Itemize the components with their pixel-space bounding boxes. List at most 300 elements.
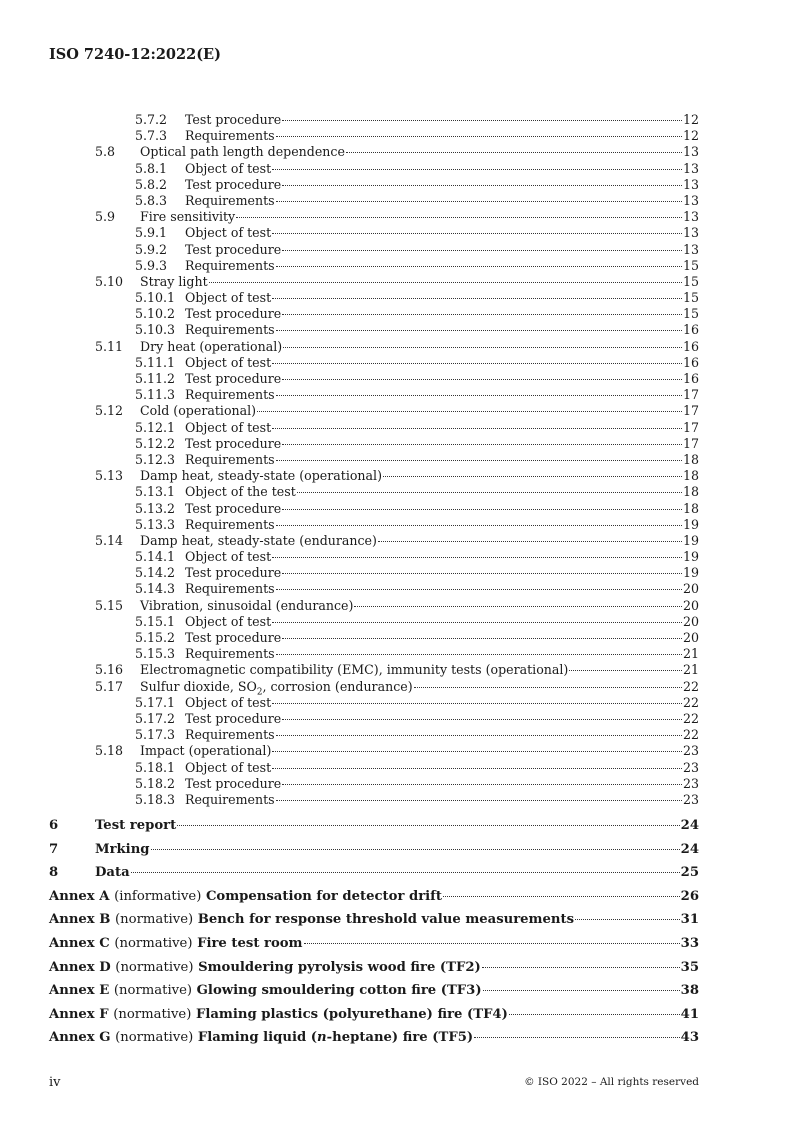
- toc-number: 5.9.1: [135, 225, 168, 241]
- leader-dots: [282, 250, 682, 251]
- toc-entry[interactable]: [49, 695, 699, 711]
- toc-number: 5.11.2: [135, 371, 176, 386]
- toc-title-text: Requirements: [185, 128, 275, 144]
- annex-type: (normative): [115, 959, 194, 975]
- leader-dots: [282, 314, 682, 315]
- toc-entry[interactable]: [49, 760, 699, 776]
- toc-title-text: Test procedure: [185, 565, 282, 581]
- toc-annex-heading: [49, 1026, 473, 1050]
- toc-title: [185, 695, 271, 711]
- toc-entry[interactable]: [49, 484, 699, 500]
- toc-number: 5.17.2: [135, 710, 176, 726]
- toc-page: 13: [682, 192, 699, 208]
- toc-number: 5.14.1: [135, 549, 176, 565]
- toc-page: 24: [680, 841, 699, 857]
- toc-title: Test report: [95, 818, 177, 834]
- annex-name: Annex C: [49, 936, 110, 952]
- toc-page: 16: [682, 338, 699, 354]
- toc-entry[interactable]: [49, 452, 699, 468]
- toc-page: 17: [682, 403, 699, 419]
- toc-title: [185, 501, 281, 517]
- toc-title: [185, 792, 275, 808]
- toc-entry[interactable]: [49, 112, 699, 128]
- toc-title: Mrking: [95, 841, 150, 857]
- toc-annex-heading: [49, 908, 574, 932]
- toc-title-text: Damp heat, steady-state (operational): [140, 468, 382, 484]
- toc-number: 5.13.1: [135, 484, 176, 500]
- toc-title-text: Requirements: [185, 646, 275, 662]
- toc-number: 5.13.2: [135, 500, 176, 516]
- toc-title-text: Optical path length dependence: [140, 144, 345, 160]
- toc-number: 8: [49, 865, 59, 881]
- toc-page: 24: [680, 818, 699, 834]
- toc-title-text: Requirements: [185, 727, 275, 743]
- leader-dots: [276, 654, 682, 655]
- toc-number: 5.11.1: [135, 354, 176, 370]
- toc-entry[interactable]: [49, 501, 699, 517]
- toc-page: 22: [682, 678, 699, 694]
- toc-title-text: Requirements: [185, 257, 275, 273]
- toc-number: 5.16: [95, 662, 124, 678]
- toc-entry[interactable]: [49, 242, 699, 258]
- toc-number: 5.15.3: [135, 646, 176, 662]
- toc-title: [185, 565, 281, 581]
- toc-entry[interactable]: [49, 743, 699, 759]
- toc-page: 18: [682, 468, 699, 484]
- toc-entry[interactable]: [49, 678, 699, 698]
- toc-title-text: Requirements: [185, 516, 275, 532]
- toc-entry[interactable]: [49, 549, 699, 565]
- toc-number: 5.10: [95, 273, 124, 289]
- toc-page: 13: [682, 209, 699, 225]
- toc-page: 16: [682, 322, 699, 338]
- leader-dots: [483, 990, 680, 991]
- toc-number: 5.12.1: [135, 419, 176, 435]
- toc-number: 5.15.1: [135, 613, 176, 629]
- leader-dots: [272, 768, 682, 769]
- toc-title-text: Object of test: [185, 290, 272, 306]
- leader-dots: [276, 395, 682, 396]
- leader-dots: [276, 735, 682, 736]
- toc-page: 15: [682, 273, 699, 289]
- table-of-contents: [49, 112, 699, 1050]
- toc-number: 5.8: [95, 144, 116, 160]
- toc-page: 18: [682, 484, 699, 500]
- toc-title: [140, 339, 282, 355]
- annex-type: (normative): [115, 1030, 194, 1046]
- toc-annex-entry[interactable]: [49, 1003, 699, 1027]
- toc-annex-heading: [49, 1003, 508, 1027]
- toc-entry[interactable]: [49, 436, 699, 452]
- toc-title-text: Dry heat (operational): [140, 338, 283, 354]
- toc-title-text: Test procedure: [185, 112, 282, 127]
- toc-title-text: Fire sensitivity: [140, 209, 236, 225]
- toc-title-text: Object of the test: [185, 484, 296, 500]
- toc-title-text: Test procedure: [185, 710, 282, 726]
- toc-title-text-after: , corrosion (endurance): [262, 678, 413, 694]
- toc-page: 15: [682, 306, 699, 322]
- toc-annex-heading: [49, 932, 303, 956]
- toc-title-text: Object of test: [185, 549, 272, 565]
- toc-title: [185, 630, 281, 646]
- toc-entry[interactable]: [49, 322, 699, 338]
- toc-page: 16: [682, 354, 699, 370]
- toc-annex-entry[interactable]: [49, 1026, 699, 1050]
- toc-title: [140, 144, 345, 160]
- toc-title-text: Damp heat, steady-state (endurance): [140, 532, 377, 548]
- toc-title: [185, 646, 275, 662]
- toc-page: 15: [682, 257, 699, 273]
- toc-title-text: Test procedure: [185, 500, 282, 516]
- toc-page: 18: [682, 500, 699, 516]
- leader-dots: [272, 622, 682, 623]
- toc-title: Data: [95, 865, 130, 881]
- leader-dots: [151, 849, 680, 850]
- toc-page: 12: [682, 128, 699, 144]
- toc-entry[interactable]: [49, 128, 699, 144]
- annex-title: Smouldering pyrolysis wood fire (TF2): [198, 959, 481, 975]
- toc-title: [185, 614, 271, 630]
- leader-dots: [236, 217, 682, 218]
- toc-annex-entry[interactable]: [49, 956, 699, 980]
- leader-dots: [474, 1037, 680, 1038]
- leader-dots: [378, 541, 682, 542]
- toc-entry[interactable]: [49, 727, 699, 743]
- toc-title: [185, 517, 275, 533]
- toc-number: 5.7.3: [135, 128, 168, 144]
- toc-entry[interactable]: [49, 630, 699, 646]
- toc-page: 13: [682, 241, 699, 257]
- toc-title: [140, 209, 235, 225]
- toc-page: 21: [682, 646, 699, 662]
- toc-title: [140, 274, 208, 290]
- toc-title: [185, 436, 281, 452]
- leader-dots: [131, 872, 680, 873]
- toc-title: [185, 128, 275, 144]
- leader-dots: [276, 330, 682, 331]
- toc-title: [140, 598, 353, 614]
- leader-dots: [276, 266, 682, 267]
- toc-title-text: Object of test: [185, 160, 272, 176]
- annex-type: (informative): [114, 888, 202, 904]
- toc-title: [185, 711, 281, 727]
- toc-title-text: Requirements: [185, 791, 275, 807]
- toc-number: 5.10.1: [135, 290, 176, 306]
- leader-dots: [276, 460, 682, 461]
- toc-title: [185, 322, 275, 338]
- toc-entry[interactable]: [49, 387, 699, 403]
- toc-entry[interactable]: [49, 209, 699, 225]
- leader-dots: [177, 825, 679, 826]
- toc-entry[interactable]: [49, 290, 699, 306]
- toc-number: 5.12.3: [135, 451, 176, 467]
- toc-page: 23: [682, 791, 699, 807]
- toc-page: 16: [682, 371, 699, 386]
- toc-page: 22: [682, 694, 699, 710]
- toc-entry[interactable]: [49, 193, 699, 209]
- toc-page: 17: [682, 419, 699, 435]
- toc-number: 5.9.3: [135, 257, 168, 273]
- toc-title: [185, 225, 271, 241]
- leader-dots: [282, 719, 682, 720]
- annex-name: Annex A: [49, 888, 110, 904]
- toc-page: 19: [682, 565, 699, 581]
- toc-title: [185, 420, 271, 436]
- leader-dots: [272, 557, 682, 558]
- toc-number: 5.18: [95, 743, 124, 759]
- toc-number: 5.18.1: [135, 759, 176, 775]
- toc-number: 5.10.2: [135, 306, 176, 322]
- annex-type: (normative): [113, 1006, 192, 1022]
- leader-dots: [272, 363, 682, 364]
- toc-number: 5.17.3: [135, 727, 176, 743]
- toc-page: 25: [680, 865, 699, 881]
- toc-number: 5.8.3: [135, 192, 168, 208]
- toc-entry[interactable]: [49, 468, 699, 484]
- annex-type: (normative): [113, 983, 193, 999]
- toc-entry[interactable]: [49, 403, 699, 419]
- toc-clause-entry[interactable]: [49, 814, 699, 838]
- toc-title: [185, 484, 296, 500]
- toc-entry[interactable]: [49, 355, 699, 371]
- toc-entry[interactable]: [49, 711, 699, 727]
- toc-title: [185, 161, 271, 177]
- toc-page: 17: [682, 435, 699, 451]
- toc-page: 26: [680, 888, 699, 904]
- leader-dots: [272, 298, 682, 299]
- toc-title-text: Object of test: [185, 613, 272, 629]
- toc-number: 5.18.2: [135, 775, 176, 791]
- toc-page: 12: [682, 112, 699, 127]
- leader-dots: [272, 751, 682, 752]
- toc-title-text: Test procedure: [185, 371, 282, 386]
- toc-annex-heading: [49, 885, 442, 909]
- toc-page: 38: [680, 983, 699, 999]
- toc-number: 5.14.3: [135, 581, 176, 597]
- leader-dots: [569, 670, 682, 671]
- toc-number: 5.14: [95, 532, 124, 548]
- leader-dots: [304, 943, 680, 944]
- toc-title-text: Vibration, sinusoidal (endurance): [140, 597, 354, 613]
- toc-title-text: Object of test: [185, 354, 272, 370]
- leader-dots: [443, 896, 680, 897]
- toc-page: 19: [682, 516, 699, 532]
- leader-dots: [272, 169, 682, 170]
- annex-title: Compensation for detector drift: [205, 888, 442, 904]
- toc-annex-entry[interactable]: [49, 932, 699, 956]
- toc-entry[interactable]: [49, 177, 699, 193]
- toc-number: 5.17.1: [135, 694, 176, 710]
- leader-dots: [282, 784, 682, 785]
- leader-dots: [282, 120, 682, 121]
- annex-title-after: -heptane) fire (TF5): [326, 1030, 474, 1046]
- toc-page: 15: [682, 290, 699, 306]
- annex-name: Annex G: [49, 1030, 111, 1046]
- toc-clause-entry[interactable]: [49, 861, 699, 885]
- toc-annex-entry[interactable]: [49, 885, 699, 909]
- leader-dots: [276, 201, 682, 202]
- leader-dots: [383, 476, 682, 477]
- toc-page: 23: [682, 743, 699, 759]
- toc-number: 5.14.2: [135, 565, 176, 581]
- toc-title-text: Test procedure: [185, 630, 282, 645]
- toc-title: [185, 112, 281, 128]
- annex-title-italic: n: [317, 1030, 327, 1046]
- toc-annex-entry[interactable]: [49, 908, 699, 932]
- toc-number: 5.15: [95, 597, 124, 613]
- leader-dots: [414, 687, 682, 688]
- toc-title: [185, 760, 271, 776]
- leader-dots: [282, 573, 682, 574]
- toc-title: [140, 678, 413, 698]
- toc-title-text: Test procedure: [185, 306, 282, 322]
- toc-entry[interactable]: [49, 792, 699, 808]
- toc-page: 13: [682, 144, 699, 160]
- toc-page: 33: [680, 936, 699, 952]
- toc-number: 5.9.2: [135, 241, 168, 257]
- toc-entry[interactable]: [49, 581, 699, 597]
- leader-dots: [354, 606, 682, 607]
- toc-title: [185, 177, 281, 193]
- toc-page: 20: [682, 597, 699, 613]
- leader-dots: [282, 444, 682, 445]
- toc-title-text: Cold (operational): [140, 403, 257, 419]
- toc-title-text: Test procedure: [185, 775, 282, 791]
- toc-entry[interactable]: [49, 339, 699, 355]
- toc-entry[interactable]: [49, 225, 699, 241]
- toc-number: 6: [49, 818, 59, 834]
- toc-title-text: Object of test: [185, 225, 272, 241]
- toc-page: 17: [682, 387, 699, 403]
- toc-title: [185, 776, 281, 792]
- toc-number: 5.8.2: [135, 176, 168, 192]
- toc-page: 19: [682, 549, 699, 565]
- toc-page: 21: [682, 662, 699, 678]
- toc-title: [140, 533, 377, 549]
- toc-title: [140, 468, 382, 484]
- toc-entry[interactable]: [49, 274, 699, 290]
- leader-dots: [272, 233, 682, 234]
- toc-title: [185, 371, 281, 387]
- toc-entry[interactable]: [49, 144, 699, 160]
- toc-entry[interactable]: [49, 420, 699, 436]
- toc-page: 22: [682, 710, 699, 726]
- toc-page: 18: [682, 451, 699, 467]
- toc-annex-entry[interactable]: [49, 979, 699, 1003]
- toc-title-text: Sulfur dioxide, SO: [140, 678, 257, 694]
- toc-title-text: Test procedure: [185, 176, 282, 192]
- leader-dots: [509, 1014, 680, 1015]
- leader-dots: [276, 136, 682, 137]
- toc-clause-entry[interactable]: [49, 838, 699, 862]
- leader-dots: [276, 800, 682, 801]
- annex-name: Annex D: [49, 959, 111, 975]
- toc-page: 43: [680, 1030, 699, 1046]
- copyright-notice: © ISO 2022 – All rights reserved: [524, 1076, 699, 1088]
- toc-page: 23: [682, 759, 699, 775]
- toc-page: 13: [682, 225, 699, 241]
- toc-title-text: Requirements: [185, 322, 275, 338]
- toc-entry[interactable]: [49, 565, 699, 581]
- toc-title: [185, 258, 275, 274]
- toc-number: 5.13.3: [135, 516, 176, 532]
- leader-dots: [282, 185, 682, 186]
- toc-page: 23: [682, 775, 699, 791]
- leader-dots: [283, 347, 682, 348]
- toc-title-text: Object of test: [185, 419, 272, 435]
- page-number: iv: [49, 1075, 61, 1090]
- toc-number: 5.8.1: [135, 160, 168, 176]
- toc-number: 5.11: [95, 338, 124, 354]
- annex-type: (normative): [114, 936, 193, 952]
- toc-number: 5.12: [95, 403, 124, 419]
- toc-number: 7: [49, 841, 59, 857]
- annex-title: Glowing smouldering cotton fire (TF3): [196, 983, 482, 999]
- toc-title: [185, 306, 281, 322]
- toc-entry[interactable]: [49, 646, 699, 662]
- leader-dots: [282, 638, 682, 639]
- toc-entry[interactable]: [49, 614, 699, 630]
- toc-page: 31: [680, 912, 699, 928]
- toc-entry[interactable]: [49, 161, 699, 177]
- toc-entry[interactable]: [49, 258, 699, 274]
- toc-number: 5.12.2: [135, 435, 176, 451]
- toc-title: [140, 743, 271, 759]
- document-header: ISO 7240-12:2022(E): [49, 46, 221, 63]
- leader-dots: [282, 509, 682, 510]
- toc-title: [140, 662, 568, 678]
- annex-type: (normative): [115, 912, 194, 928]
- toc-title: [185, 193, 275, 209]
- toc-number: 5.11.3: [135, 387, 176, 403]
- toc-page: 20: [682, 581, 699, 597]
- toc-number: 5.17: [95, 678, 124, 694]
- toc-entry[interactable]: [49, 776, 699, 792]
- leader-dots: [209, 282, 682, 283]
- annex-title: Fire test room: [197, 936, 303, 952]
- toc-number: 5.15.2: [135, 630, 176, 645]
- leader-dots: [257, 411, 682, 412]
- toc-page: 20: [682, 630, 699, 645]
- leader-dots: [482, 967, 680, 968]
- toc-page: 13: [682, 160, 699, 176]
- toc-title-text: Requirements: [185, 192, 275, 208]
- toc-title-text: Object of test: [185, 694, 272, 710]
- toc-title-subscript: 2: [256, 687, 263, 698]
- toc-number: 5.13: [95, 468, 124, 484]
- annex-name: Annex B: [49, 912, 111, 928]
- toc-number: 5.7.2: [135, 112, 168, 127]
- toc-title: [185, 355, 271, 371]
- toc-title-text: Stray light: [140, 273, 208, 289]
- toc-entry[interactable]: [49, 533, 699, 549]
- toc-entry[interactable]: [49, 598, 699, 614]
- toc-entry[interactable]: [49, 371, 699, 387]
- toc-number: 5.18.3: [135, 791, 176, 807]
- toc-entry[interactable]: [49, 306, 699, 322]
- toc-number: 5.9: [95, 209, 116, 225]
- leader-dots: [282, 379, 682, 380]
- annex-title: Flaming plastics (polyurethane) fire (TF4): [195, 1006, 508, 1022]
- toc-entry[interactable]: [49, 662, 699, 678]
- leader-dots: [575, 919, 680, 920]
- toc-entry[interactable]: [49, 517, 699, 533]
- toc-page: 19: [682, 532, 699, 548]
- toc-title-text: Impact (operational): [140, 743, 272, 759]
- toc-page: 20: [682, 613, 699, 629]
- toc-title: [185, 290, 271, 306]
- toc-title: [185, 452, 275, 468]
